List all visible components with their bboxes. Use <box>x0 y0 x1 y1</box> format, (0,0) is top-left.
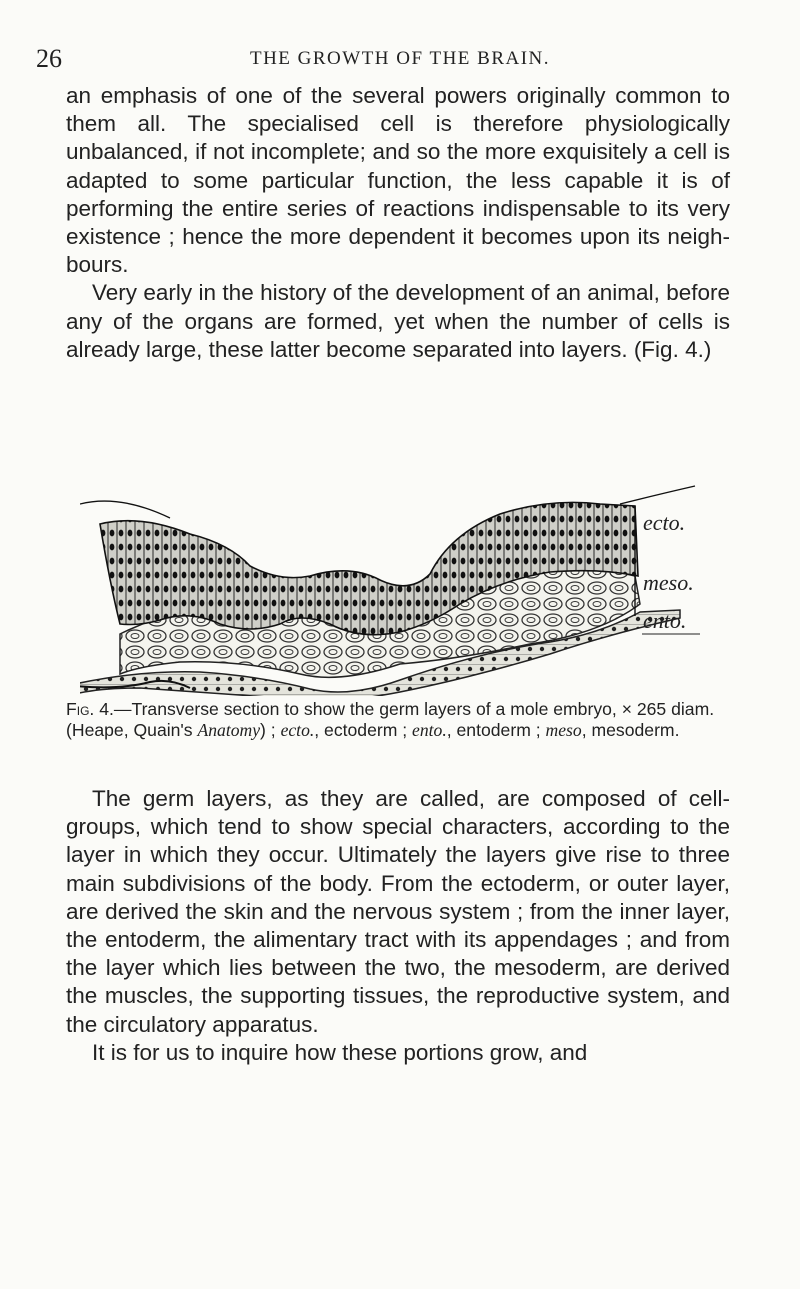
caption-text: , mesoderm. <box>581 720 680 741</box>
caption-ecto-abbr: ecto. <box>280 720 315 741</box>
ento-label: ento. <box>643 608 687 633</box>
body-text-bottom <box>66 785 730 1067</box>
meso-label: meso. <box>643 570 694 595</box>
running-head: THE GROWTH OF THE BRAIN. <box>249 48 551 69</box>
germ-layers-figure <box>80 484 720 696</box>
caption-book-title: Anatomy <box>197 720 261 741</box>
paragraph: an emphasis of one of the several powers originally common to them all. The specialised cell is therefore physiologically unbalanced, if not incomplete; and so the more exquisitely a cell is adapted to some particular function, the less capable it is of performing the entire series of reactions indispensable to its very existence ; hence the more dependent it becomes upon its neighbours. <box>66 83 730 278</box>
figure-caption <box>66 699 734 741</box>
caption-ento-abbr: ento. <box>412 720 447 741</box>
outer-membrane <box>80 501 170 518</box>
caption-text: , entoderm ; <box>446 720 546 741</box>
page-number: 26 <box>36 44 62 73</box>
figure-label: Fig. 4. <box>66 699 114 719</box>
caption-text: , ectoderm ; <box>314 720 413 741</box>
paragraph: Very early in the history of the development of an animal, before any of the organs are formed, yet when the number of cells is already large, these latter become separated into layers. (Fig. 4.) <box>66 280 730 362</box>
body-text-top <box>66 82 730 364</box>
germ-layers-illustration <box>80 484 720 696</box>
paragraph: It is for us to inquire how these portions grow, and <box>92 1039 588 1065</box>
caption-text: ) ; <box>260 720 281 741</box>
ecto-label: ecto. <box>643 510 686 535</box>
caption-text: —Transverse section to show the germ layers of a mole embryo, × 265 diam. (Heape, Quain's <box>66 699 715 741</box>
caption-meso-abbr: meso <box>545 720 582 741</box>
outer-membrane <box>620 486 695 504</box>
paragraph: The germ layers, as they are called, are composed of cell-groups, which tend to show special characters, according to the layer in which they occur. Ultimately the layers give rise to three main subdivisions of the body. From the ectoderm, or outer layer, are derived the skin and the nervous system ; from the inner layer, the entoderm, the alimentary tract with its appendages ; and from the layer which lies between the two, the mesoderm, are derived the muscles, the supporting tissues, the reproductive system, and the circulatory apparatus. <box>66 786 730 1037</box>
